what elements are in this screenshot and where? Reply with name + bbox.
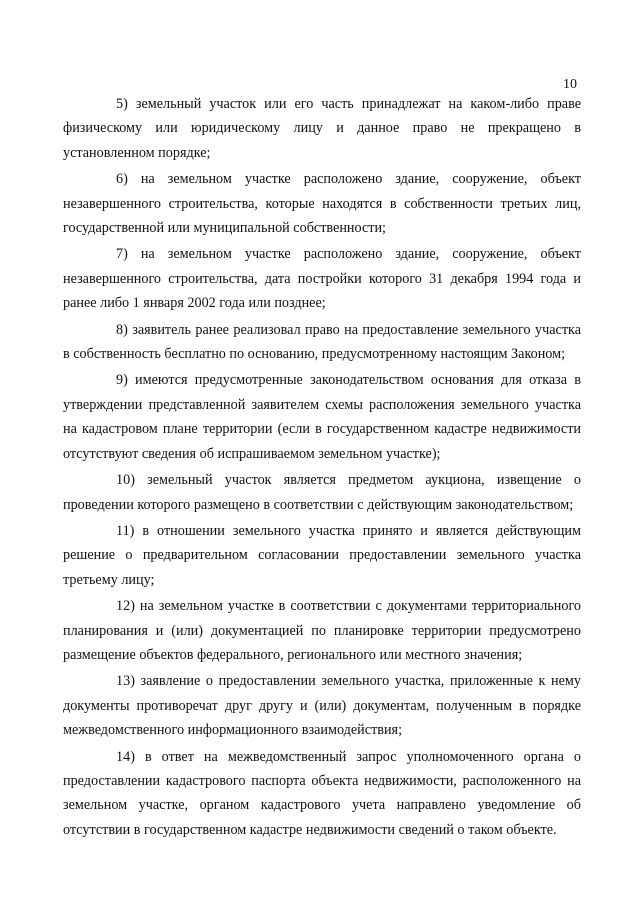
paragraph-item-9: 9) имеются предусмотренные законодательством основания для отказа в утверждении представленной заявителем схемы расположения земельного участка на кадастровом плане территории (если в государственном кадастре недвижимости отсутствуют сведения об испрашиваемом земельном участке);	[63, 372, 581, 462]
page-number: 10	[563, 77, 577, 92]
paragraph-item-6: 6) на земельном участке расположено здание, сооружение, объект незавершенного строительства, которые находятся в собственности третьих лиц, государственной или муниципальной собственности;	[63, 171, 581, 237]
paragraph-item-8: 8) заявитель ранее реализовал право на предоставление земельного участка в собственность бесплатно по основанию, предусмотренному настоящим Законом;	[63, 321, 581, 363]
paragraph-item-7: 7) на земельном участке расположено здание, сооружение, объект незавершенного строительства, дата постройки которого 31 декабря 1994 года и ранее либо 1 января 2002 года или позднее;	[63, 246, 581, 312]
document-body	[63, 92, 581, 844]
paragraph-item-11: 11) в отношении земельного участка принято и является действующим решение о предварительном согласовании предоставлении земельного участка третьему лицу;	[63, 522, 581, 588]
paragraph-item-13: 13) заявление о предоставлении земельного участка, приложенные к нему документы противоречат друг другу и (или) документам, полученным в порядке межведомственного информационного взаимодействия;	[63, 673, 581, 739]
paragraph-item-5: 5) земельный участок или его часть принадлежат на каком-либо праве физическому или юридическому лицу и данное право не прекращено в установленном порядке;	[63, 96, 581, 161]
paragraph-item-12: 12) на земельном участке в соответствии с документами территориального планирования и (или) документацией по планировке территории предусмотрено размещение объектов федерального, регионального или местного значения;	[63, 598, 581, 663]
paragraph-item-10: 10) земельный участок является предметом аукциона, извещение о проведении которого размещено в соответствии с действующим законодательством;	[63, 472, 581, 513]
paragraph-item-14: 14) в ответ на межведомственный запрос уполномоченного органа о предоставлении кадастрового паспорта объекта недвижимости, расположенного на земельном участке, органом кадастрового учета направлено уведомление об отсутствии в государственном кадастре недвижимости сведений о таком объекте.	[63, 748, 581, 838]
